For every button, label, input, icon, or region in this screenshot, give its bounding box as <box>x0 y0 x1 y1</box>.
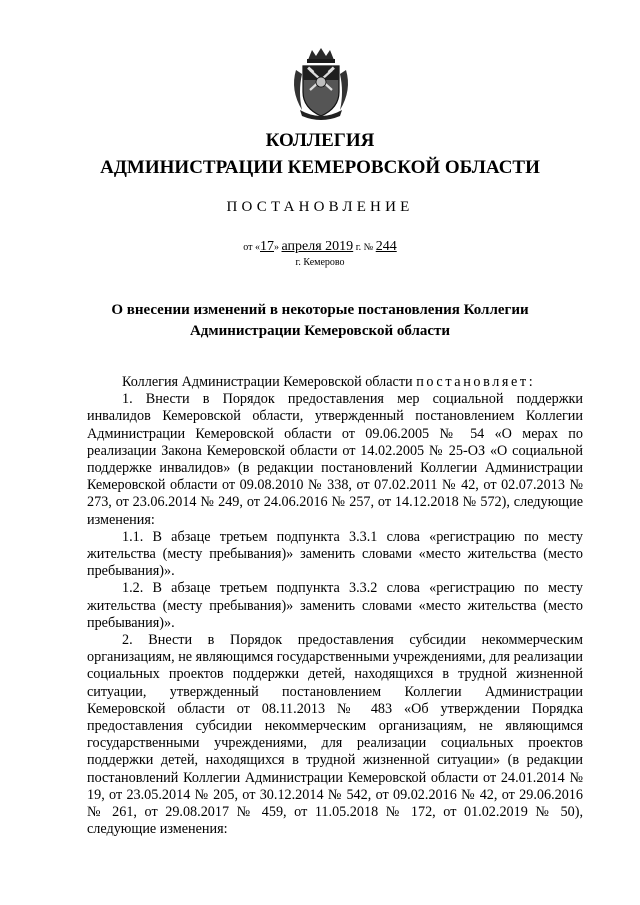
city: г. Кемерово <box>295 257 345 268</box>
date-and-number-line <box>0 238 640 257</box>
org-name-line1: КОЛЛЕГИЯ <box>265 130 375 151</box>
document-type: ПОСТАНОВЛЕНИЕ <box>226 199 414 215</box>
paragraph-1-2: 1.2. В абзаце третьем подпункта 3.3.2 слова «регистрацию по месту жительства (месту пребывания)» заменить словами «место жительства (место пребывания)». <box>87 580 583 631</box>
intro-decree-word: постановляет: <box>416 374 536 390</box>
date-prefix: от « <box>243 242 261 253</box>
document-number: 244 <box>375 239 397 254</box>
date-mid: » <box>274 242 280 253</box>
org-name-line2: АДМИНИСТРАЦИИ КЕМЕРОВСКОЙ ОБЛАСТИ <box>100 157 540 178</box>
paragraph-2: 2. Внести в Порядок предоставления субсидии некоммерческим организациям, не являющимся государственными учреждениями, для реализации социальных проектов поддержки детей, находящихся в трудной жизненной ситуации, утвержденный постановлением Коллегии Администрации Кемеровской области от 08.11.2013 № 483 «Об утверждении Порядка предоставления субсидии некоммерческим организациям, не являющимся государственными учреждениями, для реализации социальных проектов поддержки детей, находящихся в трудной жизненной ситуации» (в редакции постановлений Коллегии Администрации Кемеровской области от 24.01.2014 № 19, от 23.05.2014 № 205, от 30.12.2014 № 542, от 09.02.2016 № 42, от 29.06.2016 № 261, от 29.08.2017 № 459, от 11.05.2018 № 172, от 01.02.2019 № 50), следующие изменения: <box>87 632 583 838</box>
number-prefix: № <box>363 242 374 253</box>
paragraph-1: 1. Внести в Порядок предоставления мер социальной поддержки инвалидов Кемеровской области, утвержденный постановлением Коллегии Администрации Кемеровской области от 09.06.2005 № 54 «О мерах по реализации Закона Кемеровской области от 14.02.2005 № 25-ОЗ «О социальной поддержке инвалидов» (в редакции постановлений Коллегии Администрации Кемеровской области от 09.08.2010 № 338, от 07.02.2011 № 42, от 02.07.2013 № 273, от 23.06.2014 № 249, от 24.06.2016 № 257, от 14.12.2018 № 572), следующие изменения: <box>87 391 583 528</box>
title-line1: О внесении изменений в некоторые постановления Коллегии <box>111 302 529 318</box>
document-body <box>87 374 583 838</box>
document-title <box>100 300 540 342</box>
title-line2: Администрации Кемеровской области <box>189 323 451 339</box>
intro-start: Коллегия Администрации Кемеровской области <box>122 374 413 390</box>
coat-of-arms-icon <box>288 46 354 122</box>
paragraph-1-1: 1.1. В абзаце третьем подпункта 3.3.1 слова «регистрацию по месту жительства (месту пребывания)» заменить словами «место жительства (место пребывания)». <box>87 528 583 580</box>
intro-paragraph <box>87 374 583 391</box>
date-day: 17 <box>260 239 275 254</box>
date-month-year: апреля 2019 <box>281 239 354 254</box>
year-suffix: г. <box>355 242 362 253</box>
